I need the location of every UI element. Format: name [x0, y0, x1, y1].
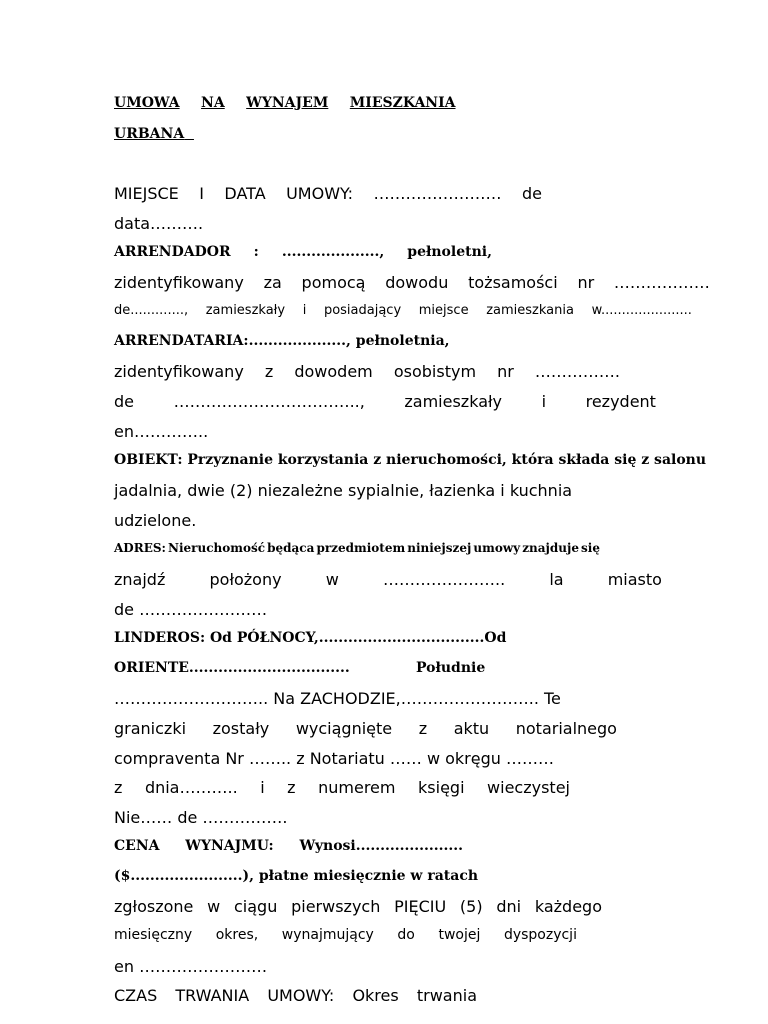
- word: CZAS: [114, 986, 158, 1005]
- word: w: [207, 897, 221, 916]
- word: i: [541, 392, 547, 411]
- word: i: [302, 303, 307, 318]
- word: nr: [497, 362, 514, 381]
- doc-line: [114, 749, 710, 768]
- word: pierwszych: [291, 897, 381, 916]
- word: Południe: [416, 660, 486, 676]
- word: UMOWY:: [267, 986, 335, 1005]
- doc-line: [114, 719, 617, 738]
- word: ………………: [613, 273, 710, 292]
- doc-line: [114, 392, 656, 411]
- doc-line: [114, 689, 710, 708]
- word: …………………..: [382, 570, 506, 589]
- word: zidentyfikowany: [114, 273, 244, 292]
- word: z: [114, 778, 123, 797]
- doc-line: [114, 570, 662, 589]
- word: I: [199, 184, 204, 203]
- word: DATA: [224, 184, 266, 203]
- word: niniejszej: [407, 541, 472, 555]
- word: OBIEKT: Przyznanie korzystania z nieruchomości, która składa się z salonu: [114, 452, 707, 468]
- word: UMOWY:: [286, 184, 354, 203]
- title-word: UMOWA: [114, 95, 180, 111]
- word: WYNAJMU:: [185, 838, 274, 854]
- word: Nie…… de …………….: [114, 808, 288, 827]
- word: aktu: [453, 719, 490, 738]
- word: wyciągnięte: [295, 719, 393, 738]
- word: de ……………………: [114, 600, 268, 619]
- word: CENA: [114, 838, 160, 854]
- title-word: MIESZKANIA: [349, 95, 456, 111]
- word: znajdź: [114, 570, 166, 589]
- word: compraventa Nr …….. z Notariatu …… w okręgu ………: [114, 749, 554, 768]
- title-word: NA: [201, 95, 225, 111]
- doc-line: [114, 868, 710, 885]
- word: znajduje: [522, 541, 579, 555]
- doc-line: [114, 481, 710, 500]
- word: TRWANIA: [175, 986, 250, 1005]
- word: osobistym: [393, 362, 477, 381]
- word: ($.......................), płatne miesięcznie w ratach: [114, 868, 479, 884]
- word: wieczystej: [487, 778, 570, 797]
- word: miesięczny: [114, 927, 193, 943]
- doc-line: [114, 927, 577, 944]
- word: wynajmujący: [281, 927, 374, 943]
- doc-line: [114, 957, 710, 976]
- doc-line: [114, 600, 710, 619]
- word: Wynosi......................: [299, 838, 463, 854]
- word: zgłoszone: [114, 897, 194, 916]
- word: ....................,: [281, 244, 385, 260]
- word: MIEJSCE: [114, 184, 179, 203]
- doc-line: [114, 630, 710, 647]
- word: w......................: [591, 303, 692, 318]
- doc-line: [114, 273, 710, 292]
- word: Okres: [352, 986, 399, 1005]
- word: za: [263, 273, 282, 292]
- word: rezydent: [585, 392, 656, 411]
- word: PIĘCIU: [394, 897, 447, 916]
- word: udzielone.: [114, 511, 197, 530]
- word: ……………………………..,: [173, 392, 365, 411]
- word: numerem: [318, 778, 396, 797]
- doc-line: [114, 303, 692, 319]
- word: :: [253, 244, 259, 260]
- word: z: [264, 362, 274, 381]
- word: położony: [209, 570, 282, 589]
- word: miejsce: [418, 303, 469, 318]
- doc-line: [114, 244, 492, 261]
- word: jadalnia, dwie (2) niezależne sypialnie, łazienka i kuchnia: [114, 481, 573, 500]
- word: LINDEROS: Od PÓŁNOCY,..................................Od: [114, 630, 507, 646]
- word: umowy: [473, 541, 521, 555]
- word: zamieszkania: [486, 303, 574, 318]
- word: graniczki: [114, 719, 187, 738]
- word: zamieszkały: [404, 392, 503, 411]
- doc-line: [114, 897, 602, 916]
- word: każdego: [534, 897, 602, 916]
- word: ARRENDADOR: [114, 244, 231, 260]
- doc-line: [114, 808, 710, 827]
- word: dowodem: [294, 362, 373, 381]
- word: Nieruchomość: [168, 541, 266, 555]
- word: ARRENDATARIA:...................., pełnoletnia,: [114, 333, 450, 349]
- word: ……………………….. Na ZACHODZIE,…………………….. Te: [114, 689, 561, 708]
- word: i: [260, 778, 265, 797]
- word: posiadający: [323, 303, 402, 318]
- word: pełnoletni,: [407, 244, 492, 260]
- word: pomocą: [301, 273, 366, 292]
- word: de.............,: [114, 303, 189, 318]
- word: dyspozycji: [503, 927, 577, 943]
- word: dnia………..: [144, 778, 238, 797]
- word: tożsamości: [468, 273, 558, 292]
- word: zidentyfikowany: [114, 362, 244, 381]
- doc-line: [114, 986, 477, 1005]
- word: dowodu: [385, 273, 449, 292]
- word: w: [325, 570, 339, 589]
- word: się: [581, 541, 600, 555]
- title-underline-space: [477, 95, 667, 112]
- word: de: [521, 184, 542, 203]
- doc-line: [114, 422, 710, 441]
- doc-line: [114, 184, 542, 203]
- doc-line: [114, 362, 620, 381]
- word: zamieszkały: [205, 303, 286, 318]
- word: ciągu: [234, 897, 278, 916]
- doc-line: [114, 541, 600, 555]
- doc-line: [114, 838, 463, 855]
- doc-line: [114, 511, 710, 530]
- word: data……….: [114, 214, 204, 233]
- word: nr: [577, 273, 595, 292]
- word: z: [418, 719, 428, 738]
- word: ……………………: [373, 184, 502, 203]
- word: będąca: [267, 541, 315, 555]
- word: dni: [496, 897, 522, 916]
- word: księgi: [418, 778, 465, 797]
- word: okres,: [215, 927, 259, 943]
- doc-line: [114, 778, 570, 797]
- doc-line: [114, 214, 710, 233]
- word: en ……………………: [114, 957, 268, 976]
- word: ADRES:: [114, 541, 166, 555]
- word: do: [397, 927, 415, 943]
- document-title-line2: [114, 126, 194, 143]
- word: (5): [459, 897, 483, 916]
- word: zostały: [212, 719, 270, 738]
- document-title: [114, 95, 667, 112]
- word: trwania: [416, 986, 477, 1005]
- word: ORIENTE.................................: [114, 660, 350, 676]
- title-word: URBANA: [114, 126, 185, 142]
- doc-line: [114, 660, 710, 677]
- word: en…………..: [114, 422, 209, 441]
- title-word: WYNAJEM: [246, 95, 329, 111]
- doc-line: [114, 333, 710, 350]
- word: la: [549, 570, 564, 589]
- word: de: [114, 392, 134, 411]
- word: z: [287, 778, 296, 797]
- word: twojej: [438, 927, 481, 943]
- word: notarialnego: [515, 719, 617, 738]
- doc-line: [114, 452, 710, 469]
- word: miasto: [607, 570, 662, 589]
- word: przedmiotem: [316, 541, 406, 555]
- word: …………….: [534, 362, 620, 381]
